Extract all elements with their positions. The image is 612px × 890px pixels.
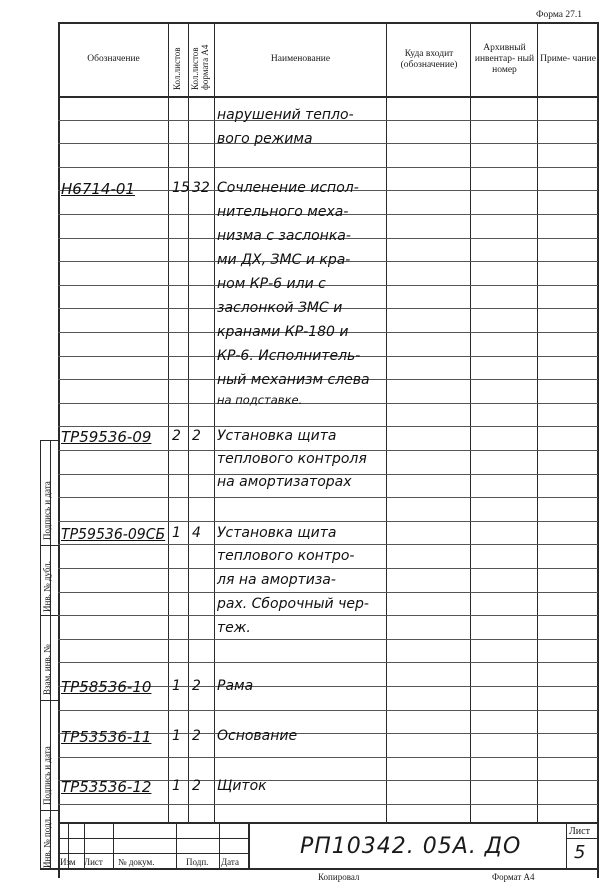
form-label: Форма 27.1	[536, 10, 583, 20]
row-sheet-count: 15	[172, 180, 190, 196]
col-line-4	[386, 22, 387, 822]
side-strip-top	[40, 440, 59, 441]
header-format-a4-text: Кол.листов формата А4	[190, 44, 210, 90]
row-line	[58, 285, 598, 286]
row-line	[58, 544, 598, 545]
row-name: на амортизаторах	[217, 474, 352, 490]
tb-sheet-row	[566, 838, 598, 839]
row-line	[58, 710, 598, 711]
side-strip-div-3	[40, 700, 59, 701]
tb-sheet-label: Лист	[569, 826, 590, 837]
row-line	[58, 662, 598, 663]
row-sheet-count: 1	[172, 525, 181, 541]
row-name: нительного меха-	[217, 204, 349, 220]
row-name: Установка щита	[217, 428, 337, 444]
row-name: на подставке.	[217, 393, 303, 407]
row-name: ный механизм слева	[217, 372, 370, 388]
row-name: Основание	[217, 728, 298, 744]
row-format-a4: 32	[192, 180, 210, 196]
header-format-a4	[190, 28, 210, 90]
side-sign-date-2: Подпись и дата	[42, 481, 52, 540]
row-format-a4: 2	[192, 428, 201, 444]
row-designation: ТР53536-11	[61, 728, 152, 746]
row-name: рах. Сборочный чер-	[217, 596, 369, 612]
row-name: Установка щита	[217, 525, 337, 541]
side-strip-div-1	[40, 545, 59, 546]
tb-document-code: РП10342. 05А. ДО	[300, 834, 522, 859]
side-strip-div-2	[40, 615, 59, 616]
row-line	[58, 757, 598, 758]
tb-sheet-divider	[566, 822, 567, 868]
row-name: ля на амортиза-	[217, 572, 336, 588]
header-name: Наименование	[270, 54, 331, 64]
row-sheet-count: 2	[172, 428, 181, 444]
row-name: ном КР-6 или с	[217, 276, 326, 292]
col-line-1	[168, 22, 169, 822]
tb-data: Дата	[221, 857, 239, 867]
header-archive: Архивный инвентар- ный номер	[474, 43, 535, 75]
col-line-2	[188, 22, 189, 822]
tb-list: Лист	[84, 857, 103, 867]
row-name: Рама	[217, 678, 254, 694]
row-line	[58, 521, 598, 522]
header-note: Приме- чание	[540, 54, 596, 64]
row-line	[58, 497, 598, 498]
row-line	[58, 167, 598, 168]
side-strip-line-a	[40, 440, 41, 870]
row-name: теж.	[217, 620, 251, 636]
row-name: Щиток	[217, 778, 267, 794]
row-format-a4: 2	[192, 728, 201, 744]
tb-col-5	[219, 822, 220, 868]
row-format-a4: 4	[192, 525, 201, 541]
tb-divider	[248, 822, 250, 868]
tb-podp: Подп.	[186, 857, 209, 867]
tb-copied: Копировал	[318, 872, 360, 882]
tb-col-4	[176, 822, 177, 868]
row-line	[58, 639, 598, 640]
col-line-6	[537, 22, 538, 822]
col-line-5	[470, 22, 471, 822]
header-designation: Обозначение	[87, 54, 140, 64]
row-name: Сочленение испол-	[217, 180, 359, 196]
row-line	[58, 143, 598, 144]
row-sheet-count: 1	[172, 728, 181, 744]
row-name: заслонкой ЗМС и	[217, 300, 343, 316]
row-name: теплового контроля	[217, 451, 367, 467]
tb-izm: Изм	[60, 857, 76, 867]
row-line	[58, 403, 598, 404]
side-vzam: Взам. инв. №	[42, 644, 52, 695]
tb-sheet-number: 5	[574, 842, 586, 863]
header-sheet-count: Кол.листов	[172, 47, 182, 90]
header-where-used: Куда входит (обозначение)	[400, 48, 458, 70]
row-name: низма с заслонка-	[217, 228, 351, 244]
row-name: ми ДХ, ЗМС и кра-	[217, 252, 351, 268]
tb-top	[58, 822, 598, 824]
row-line	[58, 568, 598, 569]
col-line-3	[214, 22, 215, 822]
row-format-a4: 2	[192, 678, 201, 694]
row-sheet-count: 1	[172, 778, 181, 794]
side-inv-sub: Инв. № подл.	[42, 816, 52, 868]
side-sign-date-1: Подпись и дата	[42, 746, 52, 805]
header-rule	[58, 96, 598, 98]
tb-col-3	[113, 822, 114, 868]
row-name: теплового контро-	[217, 548, 355, 564]
row-name: КР-6. Исполнитель-	[217, 348, 361, 364]
row-line	[58, 615, 598, 616]
row-designation: ТР58536-10	[61, 678, 152, 696]
row-designation: ТР53536-12	[61, 778, 152, 796]
row-name: кранами КР-180 и	[217, 324, 349, 340]
side-strip-div-4	[40, 810, 59, 811]
row-name: нарушений тепло-	[217, 107, 354, 123]
row-line	[58, 804, 598, 805]
tb-doc-no: № докум.	[118, 857, 155, 867]
row-line	[58, 426, 598, 427]
row-designation: ТР59536-09	[61, 428, 152, 446]
tb-format: Формат А4	[492, 872, 535, 882]
row-designation: ТР59536-09СБ	[61, 525, 166, 543]
frame-bottom	[40, 868, 598, 870]
row-line	[58, 592, 598, 593]
side-inv-dubl: Инв. № дубл.	[42, 561, 52, 612]
row-format-a4: 2	[192, 778, 201, 794]
row-name: вого режима	[217, 131, 313, 147]
row-sheet-count: 1	[172, 678, 181, 694]
row-designation: Н6714-01	[61, 180, 135, 198]
